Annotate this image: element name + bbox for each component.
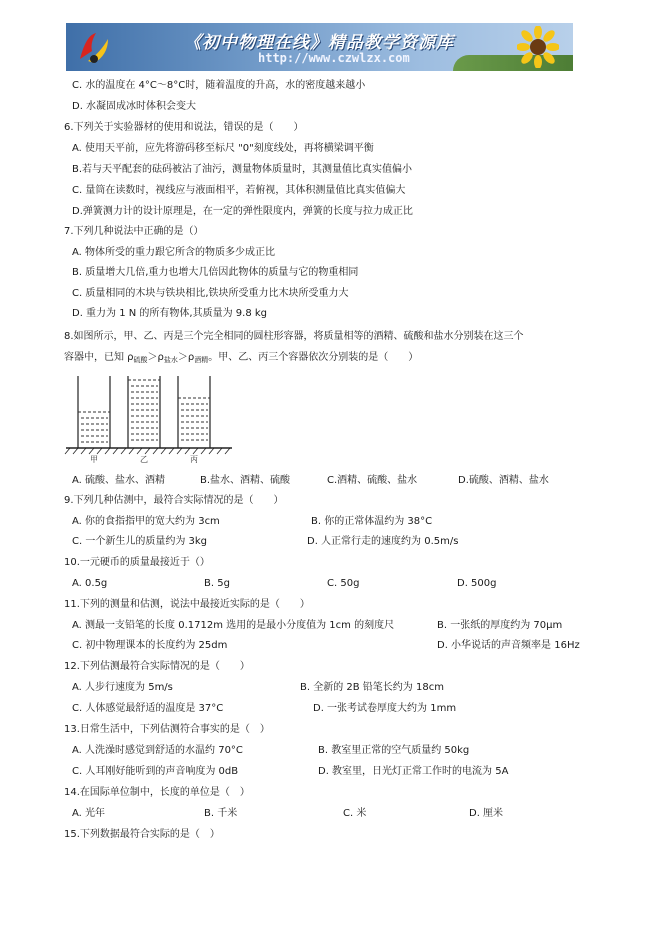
q14-option-b: B. 千米 bbox=[204, 808, 238, 819]
question-6: 6.下列关于实验器材的使用和说法，错误的是（ ） bbox=[64, 122, 304, 133]
q9-option-b: B. 你的正常体温约为 38°C bbox=[311, 516, 433, 527]
q11-option-b: B. 一张纸的厚度约为 70μm bbox=[437, 620, 563, 631]
q11-option-c: C. 初中物理课本的长度约为 25dm bbox=[72, 640, 228, 651]
label-bing: 丙 bbox=[190, 455, 198, 464]
q10-option-c: C. 50g bbox=[327, 578, 360, 589]
question-8-cont: 容器中，已知 $\rho_{硫酸}>\rho_{盐水}>\rho_{酒精}$。甲、乙、丙三个容器依次分别装的是（ ） bbox=[64, 352, 419, 364]
label-yi: 乙 bbox=[140, 455, 148, 464]
question-11: 11.下列的测量和估测，说法中最接近实际的是（ ） bbox=[64, 599, 310, 610]
question-7: 7.下列几种说法中正确的是（） bbox=[64, 226, 204, 237]
q13-option-b: B. 教室里正常的空气质量约 50kg bbox=[318, 745, 470, 756]
q10-option-d: D. 500g bbox=[457, 578, 497, 589]
q12-option-a: A. 人步行速度为 5m/s bbox=[72, 682, 173, 693]
question-13: 13.日常生活中，下列估测符合事实的是（ ） bbox=[64, 724, 270, 735]
q9-option-d: D. 人正常行走的速度约为 0.5m/s bbox=[307, 536, 459, 547]
q7-option-c: C. 质量相同的木块与铁块相比,铁块所受重力比木块所受重力大 bbox=[72, 288, 349, 299]
q6-option-a: A. 使用天平前，应先将游码移至标尺 "0"刻度线处，再将横梁调平衡 bbox=[72, 143, 374, 154]
q11-option-a: A. 测最一支铅笔的长度 0.1712m 选用的是最小分度值为 1cm 的刻度尺 bbox=[72, 620, 395, 631]
q8-option-a: A. 硫酸、盐水、酒精 bbox=[72, 475, 166, 486]
banner-url: http://www.czwlzx.com bbox=[258, 51, 410, 65]
q7-option-a: A. 物体所受的重力跟它所含的物质多少成正比 bbox=[72, 247, 276, 258]
q9-option-a: A. 你的食指指甲的宽大约为 3cm bbox=[72, 516, 220, 527]
q14-option-a: A. 光年 bbox=[72, 808, 106, 819]
question-12: 12.下列估测最符合实际情况的是（ ） bbox=[64, 661, 250, 672]
q7-option-b: B. 质量增大几倍,重力也增大几倍因此物体的质量与它的物重相同 bbox=[72, 267, 359, 278]
q7-option-d: D. 重力为 1 N 的所有物体,其质量为 9.8 kg bbox=[72, 308, 268, 319]
question-15: 15.下列数据最符合实际的是（ ） bbox=[64, 829, 220, 840]
header-banner bbox=[66, 23, 573, 71]
sunflower-icon bbox=[517, 26, 559, 68]
logo-icon bbox=[74, 29, 114, 67]
container-yi bbox=[128, 376, 160, 448]
q12-option-c: C. 人体感觉最舒适的温度是 37°C bbox=[72, 703, 224, 714]
q13-option-d: D. 教室里，日光灯正常工作时的电流为 5A bbox=[318, 766, 509, 777]
q9-option-c: C. 一个新生儿的质量约为 3kg bbox=[72, 536, 208, 547]
q11-option-d: D. 小华说话的声音频率是 16Hz bbox=[437, 640, 580, 651]
q14-option-c: C. 米 bbox=[343, 808, 367, 819]
q13-option-c: C. 人耳刚好能听到的声音响度为 0dB bbox=[72, 766, 239, 777]
containers-figure bbox=[64, 372, 234, 464]
question-9: 9.下列几种估测中，最符合实际情况的是（ ） bbox=[64, 495, 284, 506]
question-14: 14.在国际单位制中，长度的单位是（ ） bbox=[64, 787, 250, 798]
question-8: 8.如图所示，甲、乙、丙是三个完全相同的圆柱形容器，将质量相等的酒精、硫酸和盐水分别装在这三个 bbox=[64, 331, 524, 342]
banner-title: 《初中物理在线》精品教学资源库 bbox=[184, 33, 454, 53]
q13-option-a: A. 人洗澡时感觉到舒适的水温约 70°C bbox=[72, 745, 243, 756]
label-jia: 甲 bbox=[90, 455, 98, 464]
q5-option-d: D. 水凝固成冰时体积会变大 bbox=[72, 101, 197, 112]
q12-option-d: D. 一张考试卷厚度大约为 1mm bbox=[313, 703, 457, 714]
q5-option-c: C. 水的温度在 4°C～8°C时，随着温度的升高，水的密度越来越小 bbox=[72, 80, 366, 91]
container-bing bbox=[178, 376, 210, 448]
q6-option-d: D.弹簧测力计的设计原理是，在一定的弹性限度内，弹簧的长度与拉力成正比 bbox=[72, 206, 413, 217]
q10-option-a: A. 0.5g bbox=[72, 578, 108, 589]
q14-option-d: D. 厘米 bbox=[469, 808, 504, 819]
container-jia bbox=[78, 376, 110, 448]
q8-option-c: C.酒精、硫酸、盐水 bbox=[327, 475, 418, 486]
question-10: 10.一元硬币的质量最接近于（） bbox=[64, 557, 210, 568]
q8-option-b: B.盐水、酒精、硫酸 bbox=[200, 475, 291, 486]
q12-option-b: B. 全新的 2B 铅笔长约为 18cm bbox=[300, 682, 444, 693]
q10-option-b: B. 5g bbox=[204, 578, 230, 589]
q8-option-d: D.硫酸、酒精、盐水 bbox=[458, 475, 549, 486]
q6-option-b: B.若与天平配套的砝码被沾了油污，测量物体质量时，其测量值比真实值偏小 bbox=[72, 164, 413, 175]
q6-option-c: C. 量筒在读数时，视线应与液面相平，若俯视，其体积测量值比真实值偏大 bbox=[72, 185, 406, 196]
